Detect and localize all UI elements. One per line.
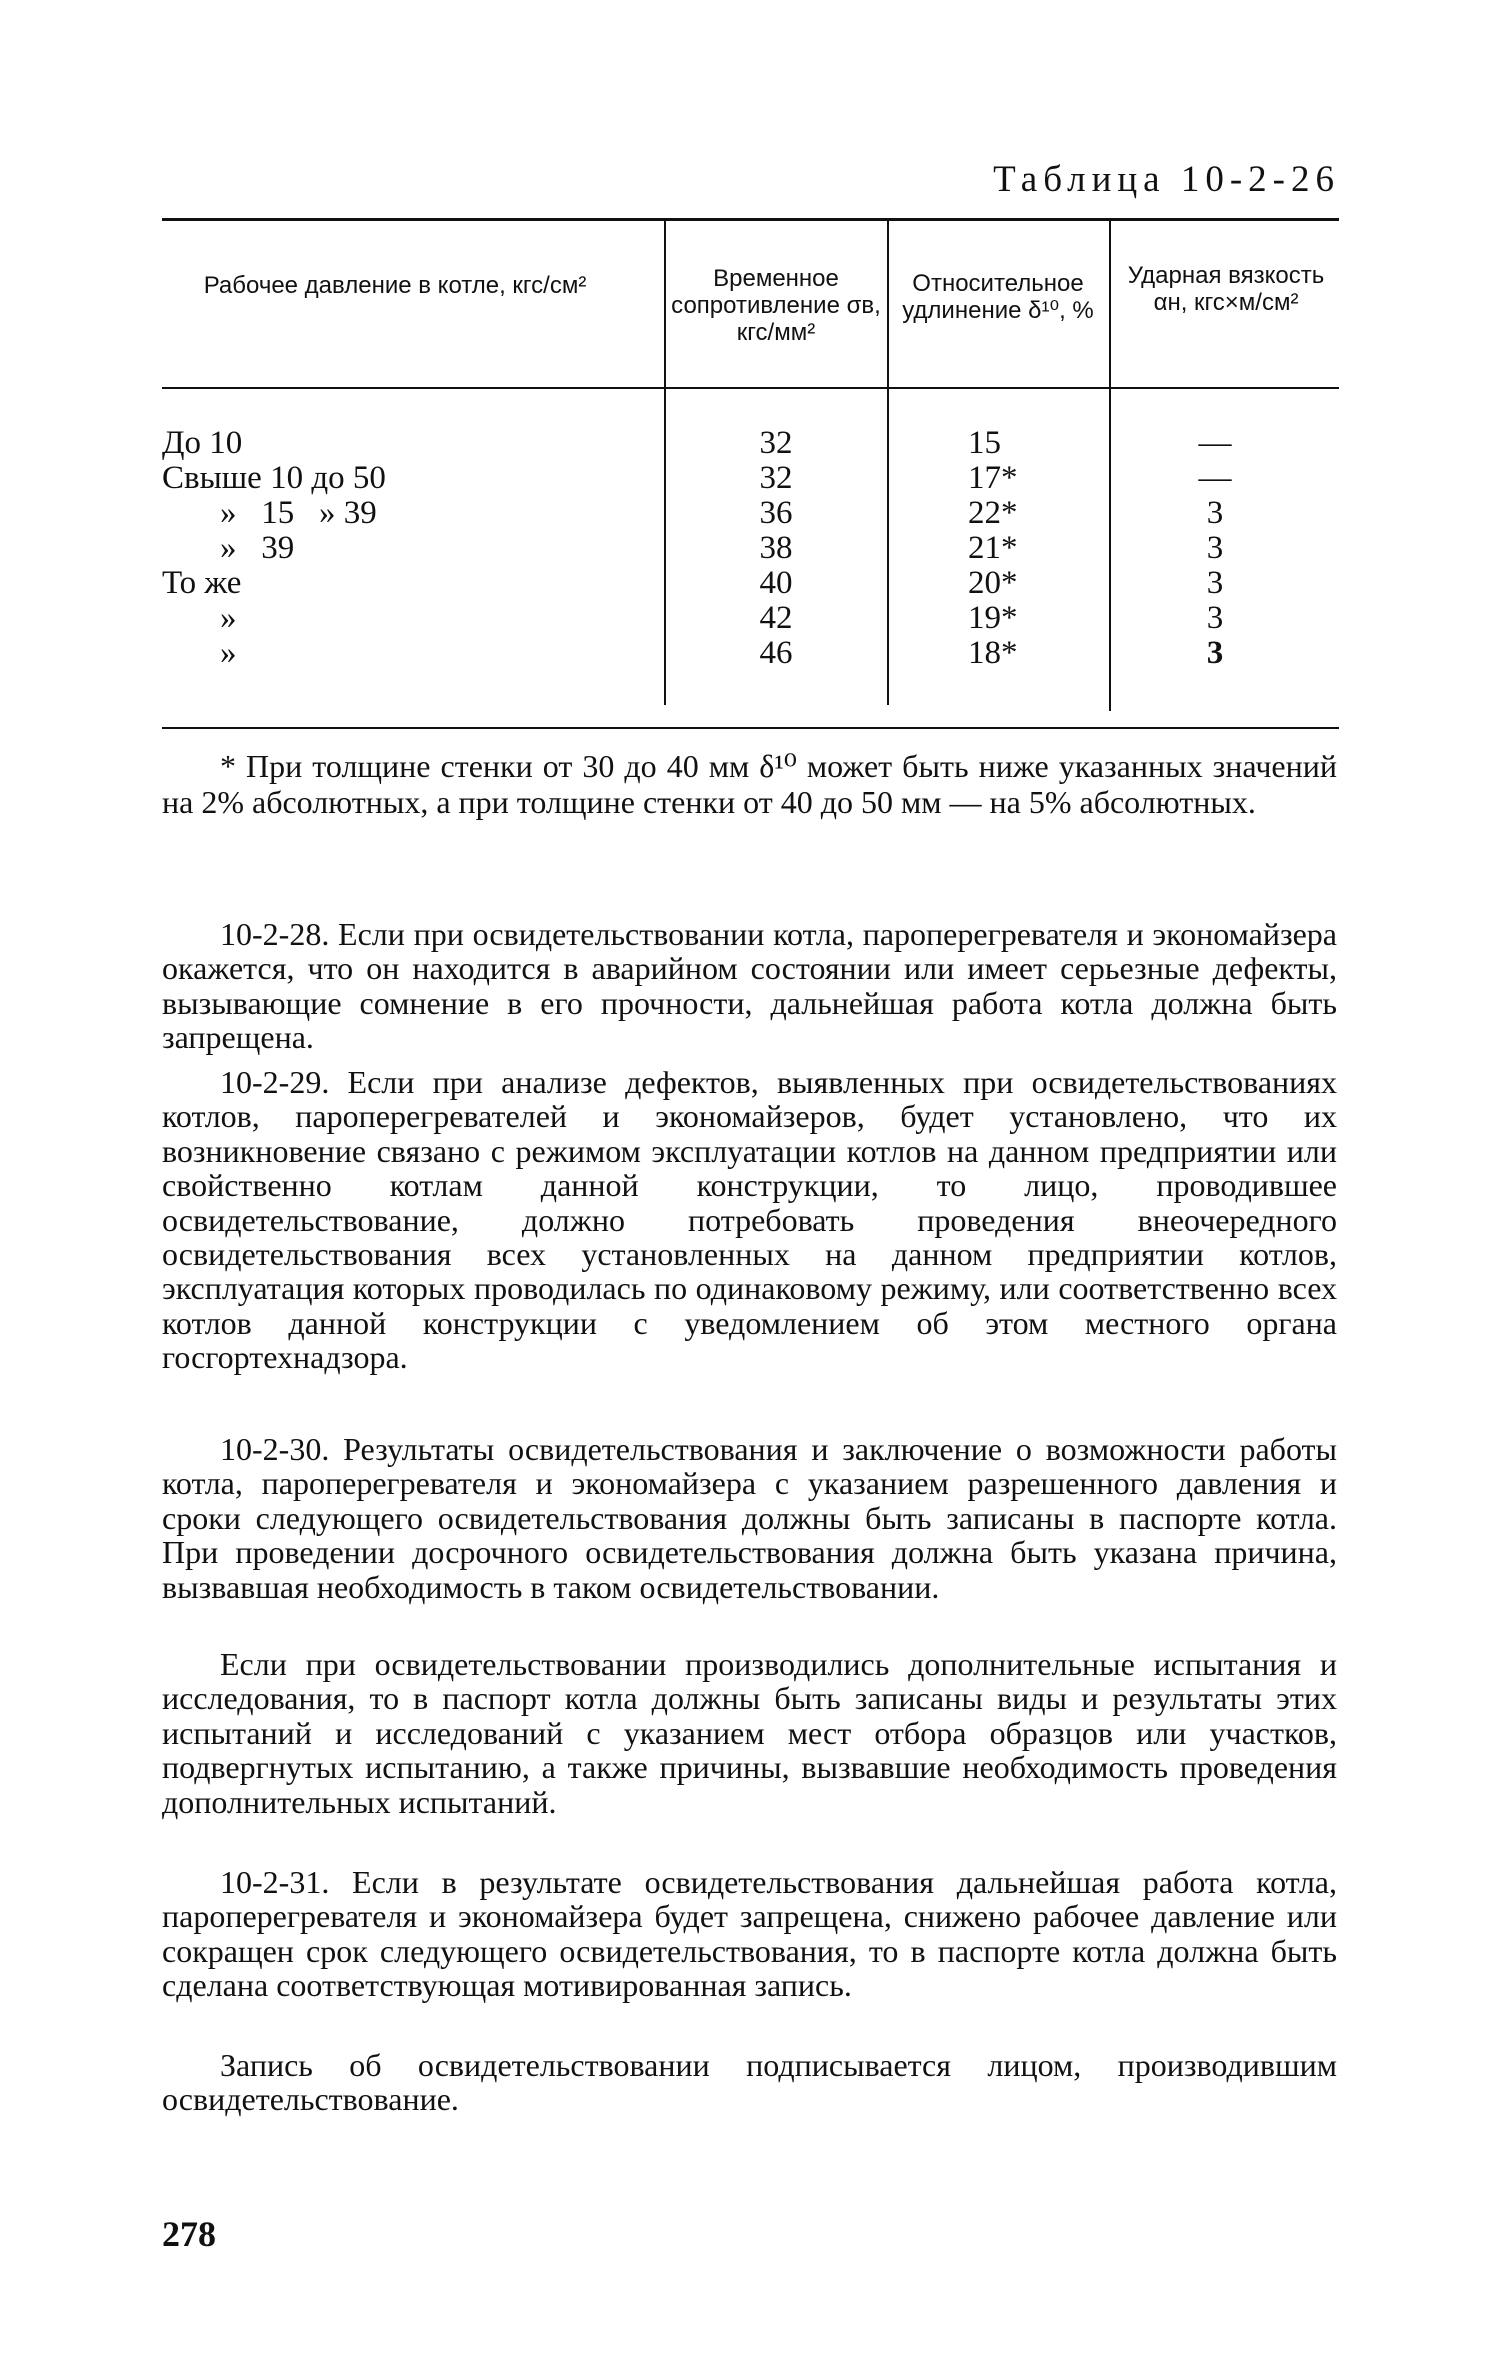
cell-pressure: » 39 (220, 530, 295, 566)
cell-elongation: 17* (968, 460, 1018, 496)
cell-impact: 3 (1206, 635, 1224, 671)
column-divider (1109, 221, 1111, 711)
cell-pressure: » 15 » 39 (220, 495, 377, 531)
cell-strength: 46 (759, 635, 793, 671)
cell-strength: 32 (759, 425, 793, 461)
cell-elongation: 19* (968, 600, 1018, 636)
cell-strength: 38 (759, 530, 793, 566)
cell-pressure: » (220, 600, 237, 636)
cell-impact: — (1198, 460, 1232, 496)
paragraph-additional-tests: Если при освидетельствовании производились дополнительные испытания и исследования, то в паспорт котла должны быть записаны виды и результаты этих испытаний и исследований с указанием мест отбора образцов или участков, подвергнутых испытанию, а также причины, вызвавшие необходимость проведения дополнительных испытаний. (162, 1646, 1337, 1820)
cell-elongation: 15 (968, 425, 1001, 461)
cell-strength: 36 (759, 495, 793, 531)
paragraph-10-2-28: 10-2-28. Если при освидетельствовании котла, пароперегревателя и экономайзера окажется, что он находится в аварийном состоянии или имеет серьезные дефекты, вызывающие сомнение в его прочности, дальнейшая работа котла должна быть запрещена. (162, 916, 1337, 1056)
cell-pressure: До 10 (162, 425, 243, 461)
table-header-rule (162, 387, 1339, 389)
page-number: 278 (162, 2214, 216, 2254)
header-strength: Временное сопротивление σв, кгс/мм² (671, 265, 881, 346)
cell-elongation: 20* (968, 565, 1018, 601)
cell-strength: 40 (759, 565, 793, 601)
column-divider (887, 221, 889, 705)
cell-strength: 32 (759, 460, 793, 496)
paragraph-10-2-30: 10-2-30. Результаты освидетельствования и заключение о возможности работы котла, пароперегревателя и экономайзера с указанием разрешенного давления и сроки следующего освидетельствования должны быть записаны в паспорте котла. При проведении досрочного освидетельствования должна быть указана причина, вызвавшая необходимость в таком освидетельствовании. (162, 1431, 1337, 1605)
header-pressure: Рабочее давление в котле, кгс/см² (203, 272, 587, 299)
table-footnote: * При толщине стенки от 30 до 40 мм δ¹⁰ может быть ниже указанных значений на 2% абсолютных, а при толщине стенки от 40 до 50 мм — на 5% абсолютных. (162, 748, 1337, 820)
cell-pressure: Свыше 10 до 50 (162, 460, 386, 496)
paragraph-10-2-29: 10-2-29. Если при анализе дефектов, выявленных при освидетельствованиях котлов, пароперегревателей и экономайзеров, будет установлено, что их возникновение связано с режимом эксплуатации котлов на данном предприятии или свойственно котлам данной конструкции, то лицо, проводившее освидетельствование, должно потребовать проведения внеочередного освидетельствования всех установленных на данном предприятии котлов, эксплуатация которых проводилась по одинаковому режиму, или соответственно всех котлов данной конструкции с уведомлением об этом местного органа госгортехнадзора. (162, 1064, 1337, 1376)
paragraph-signature: Запись об освидетельствовании подписывается лицом, производившим освидетельствование. (162, 2047, 1337, 2118)
header-impact: Ударная вязкость αн, кгс×м/см² (1127, 262, 1325, 316)
cell-elongation: 18* (968, 635, 1018, 671)
table-title: Таблица 10-2-26 (993, 159, 1340, 200)
cell-impact: 3 (1206, 495, 1224, 531)
footnote-rule (162, 727, 1339, 729)
cell-impact: — (1198, 425, 1232, 461)
cell-elongation: 22* (968, 495, 1018, 531)
cell-strength: 42 (759, 600, 793, 636)
cell-impact: 3 (1206, 565, 1224, 601)
cell-pressure: То же (162, 565, 242, 601)
table-top-rule (162, 218, 1339, 221)
cell-impact: 3 (1206, 600, 1224, 636)
cell-impact: 3 (1206, 530, 1224, 566)
paragraph-10-2-31: 10-2-31. Если в результате освидетельствования дальнейшая работа котла, пароперегревателя и экономайзера будет запрещена, снижено рабочее давление или сокращен срок следующего освидетельствования, то в паспорте котла должна быть сделана соответствующая мотивированная запись. (162, 1864, 1337, 2004)
header-elongation: Относительное удлинение δ¹⁰, % (902, 270, 1094, 324)
cell-elongation: 21* (968, 530, 1018, 566)
cell-pressure: » (220, 635, 237, 671)
